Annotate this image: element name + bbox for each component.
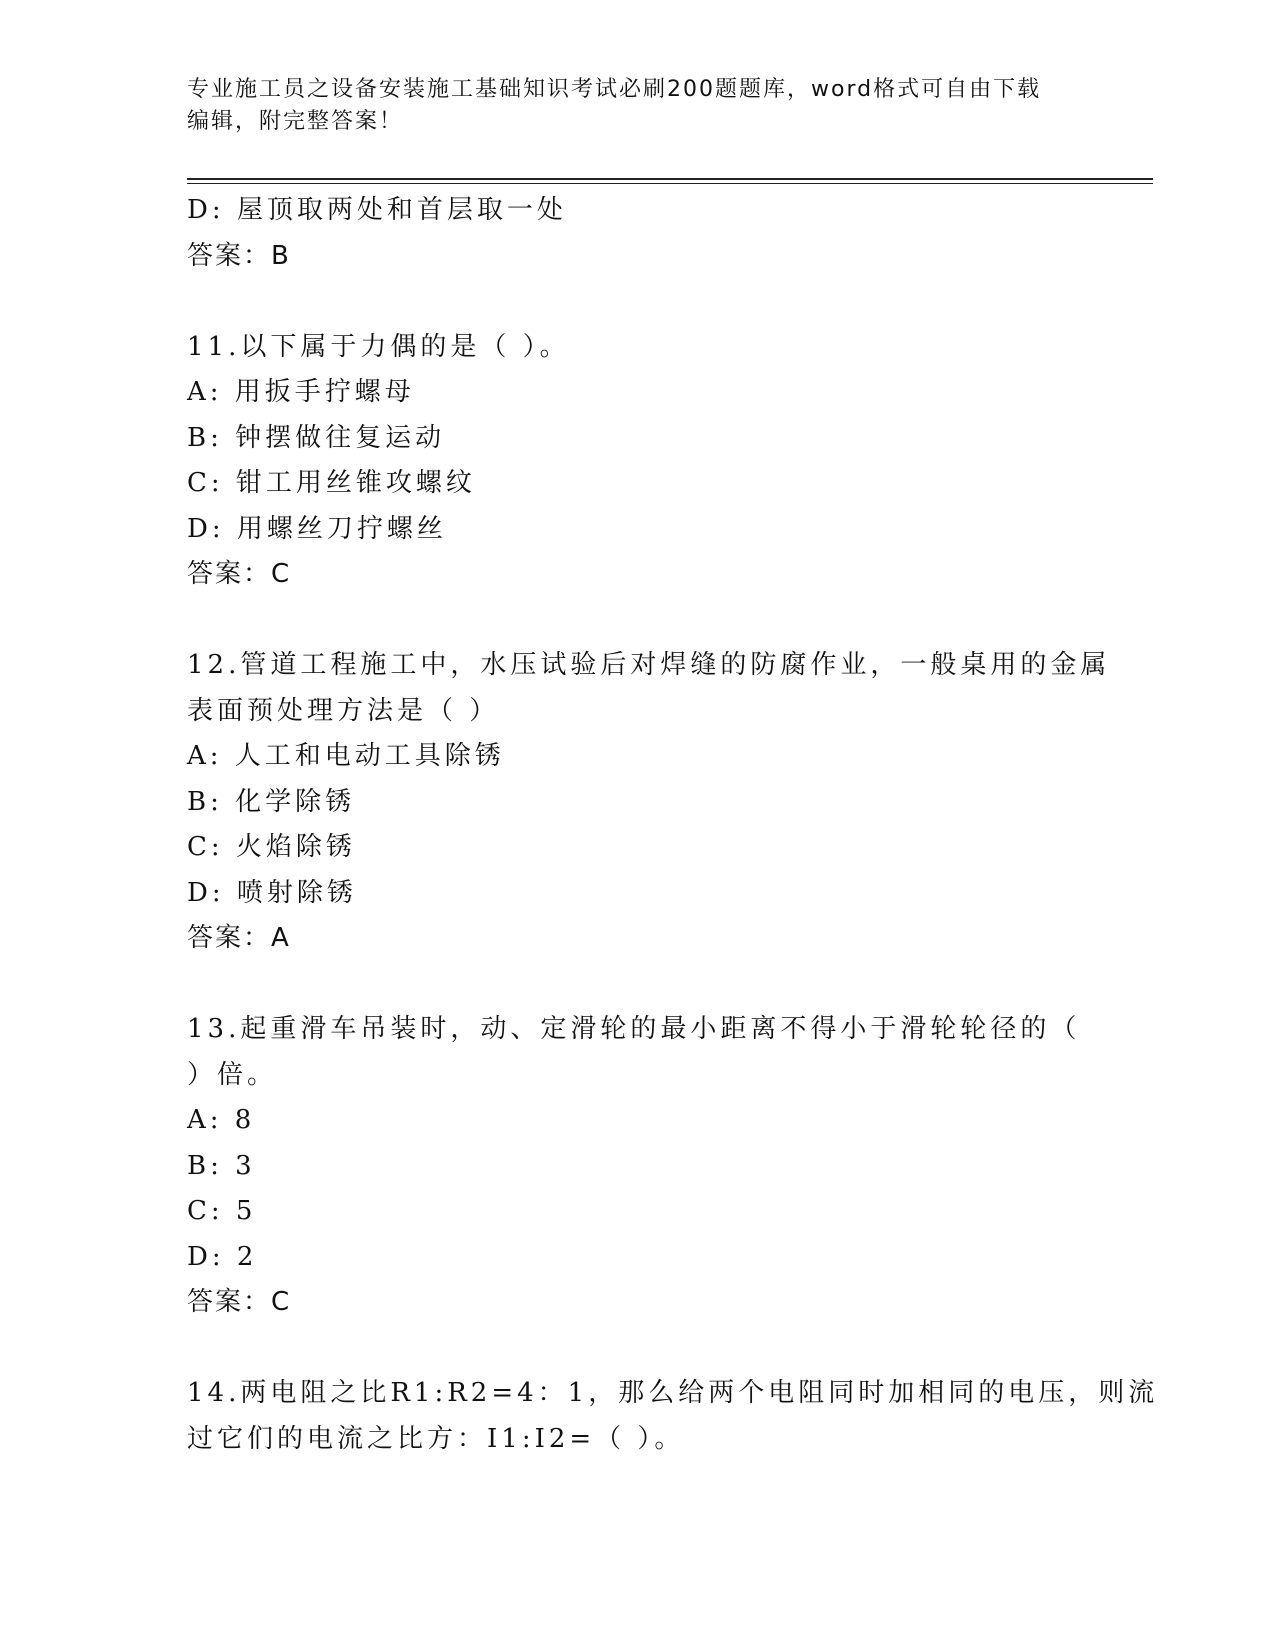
header-title-line-1: 专业施工员之设备安装施工基础知识考试必刷200题题库，word格式可自由下载 bbox=[187, 77, 1042, 102]
option-d: D: 2 bbox=[187, 1241, 258, 1272]
answer-line: 答案：C bbox=[187, 1287, 292, 1317]
question-stem: 12.管道工程施工中，水压试验后对焊缝的防腐作业，一般桌用的金属 bbox=[187, 650, 1111, 680]
question-gap bbox=[187, 279, 1153, 325]
option-b: B: 3 bbox=[187, 1150, 256, 1181]
option-a: A: 人工和电动工具除锈 bbox=[187, 741, 505, 771]
question-stem: 13.起重滑车吊装时，动、定滑轮的最小距离不得小于滑轮轮径的（ bbox=[187, 1014, 1081, 1044]
option-d: D: 屋顶取两处和首层取一处 bbox=[187, 195, 567, 225]
previous-question-tail bbox=[187, 188, 1153, 279]
answer-line: 答案：C bbox=[187, 559, 292, 589]
option-c: C: 火焰除锈 bbox=[187, 832, 356, 862]
option-c: C: 5 bbox=[187, 1196, 257, 1226]
option-b: B: 化学除锈 bbox=[187, 786, 356, 817]
question-11 bbox=[187, 325, 1153, 598]
question-12 bbox=[187, 643, 1153, 962]
question-13 bbox=[187, 1007, 1153, 1326]
question-list bbox=[187, 188, 1159, 1462]
option-a: A: 8 bbox=[187, 1105, 256, 1135]
answer-line: 答案：B bbox=[187, 240, 291, 271]
question-14 bbox=[187, 1371, 1159, 1462]
header-title-line-2: 编辑，附完整答案！ bbox=[187, 109, 404, 134]
option-d: D: 喷射除锈 bbox=[187, 877, 357, 908]
question-gap bbox=[187, 1326, 1153, 1372]
header-divider-thin bbox=[187, 183, 1153, 184]
option-a: A: 用扳手拧螺母 bbox=[187, 377, 415, 407]
question-stem-continued: ）倍。 bbox=[187, 1059, 278, 1090]
question-stem-continued: 表面预处理方法是（ ） bbox=[187, 695, 500, 726]
question-stem-continued: 过它们的电流之比方：I1:I2=（ ）。 bbox=[187, 1423, 685, 1454]
option-c: C: 钳工用丝锥攻螺纹 bbox=[187, 468, 476, 498]
question-gap bbox=[187, 598, 1153, 644]
option-d: D: 用螺丝刀拧螺丝 bbox=[187, 513, 447, 544]
question-gap bbox=[187, 962, 1153, 1008]
question-stem: 11.以下属于力偶的是（ ）。 bbox=[187, 331, 570, 362]
option-b: B: 钟摆做往复运动 bbox=[187, 422, 446, 453]
document-header bbox=[187, 74, 1087, 138]
answer-line: 答案：A bbox=[187, 923, 291, 953]
header-divider-thick bbox=[187, 178, 1153, 180]
question-stem: 14.两电阻之比R1:R2=4：1，那么给两个电阻同时加相同的电压，则流 bbox=[187, 1378, 1159, 1408]
